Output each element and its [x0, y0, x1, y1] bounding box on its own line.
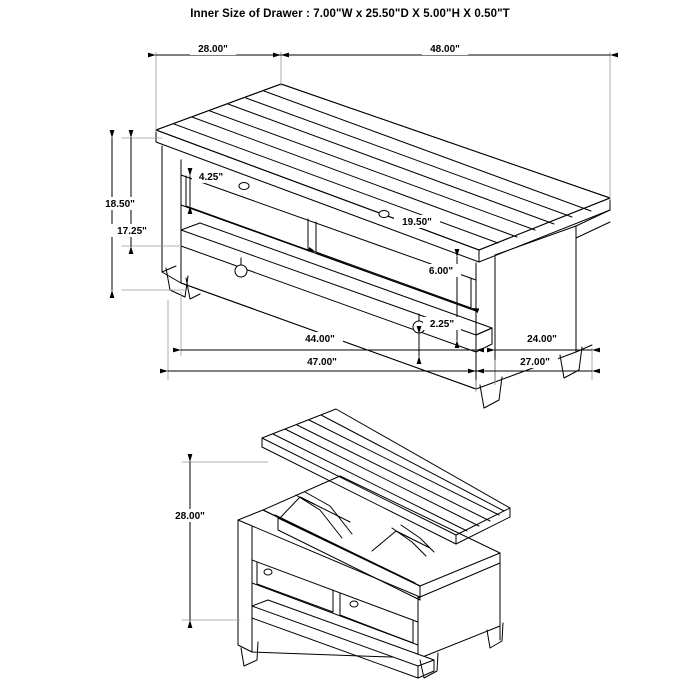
- dim-lift-height: 28.00": [175, 511, 205, 522]
- dim-shelf-clearance: 6.00": [428, 266, 454, 277]
- dim-drawer-width: 19.50": [402, 217, 432, 228]
- lift-top-open-illustration: [238, 409, 510, 678]
- dim-shelf-height: 17.25": [117, 226, 147, 237]
- dim-foot-height: 2.25": [429, 319, 455, 330]
- dim-overall-height: 18.50": [105, 199, 135, 210]
- dim-total-depth: 27.00": [520, 357, 550, 368]
- page-title: Inner Size of Drawer : 7.00"W x 25.50"D X 5.00"H X 0.50"T: [190, 8, 510, 20]
- dim-base-width: 44.00": [305, 334, 335, 345]
- dim-base-depth: 24.00": [527, 334, 557, 345]
- dim-total-width: 47.00": [307, 357, 337, 368]
- dim-top-depth: 28.00": [198, 44, 228, 55]
- dim-drawer-height: 4.25": [198, 172, 224, 183]
- dim-top-width: 48.00": [430, 44, 460, 55]
